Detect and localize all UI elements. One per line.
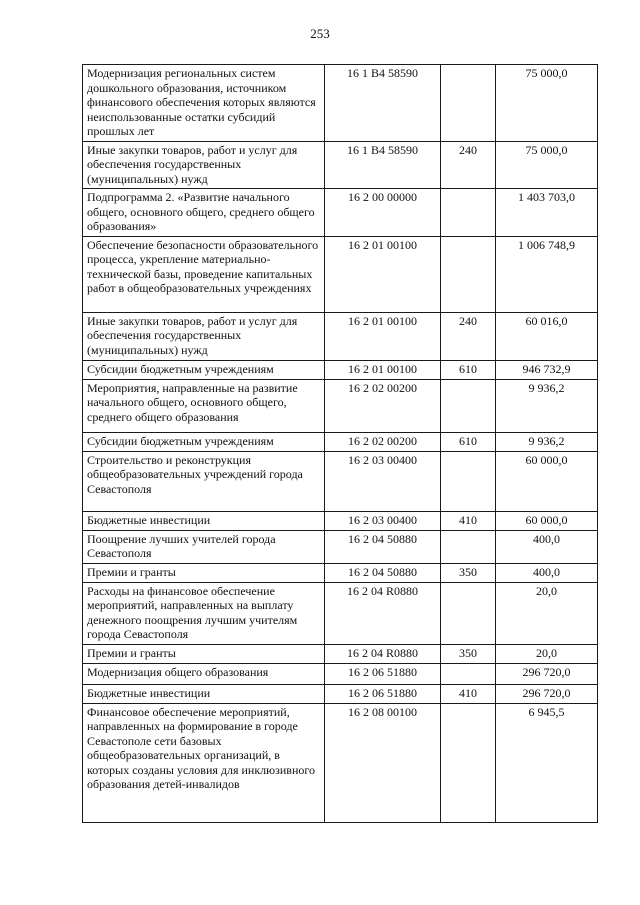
table-row bbox=[83, 684, 598, 703]
row-code-cell: 16 2 01 00100 bbox=[325, 236, 441, 312]
row-type-cell: 410 bbox=[441, 511, 496, 530]
row-amount-cell: 20,0 bbox=[496, 644, 598, 663]
row-type-cell: 610 bbox=[441, 360, 496, 379]
row-amount-cell: 296 720,0 bbox=[496, 684, 598, 703]
row-code-cell: 16 2 08 00100 bbox=[325, 703, 441, 822]
row-name-cell: Субсидии бюджетным учреждениям bbox=[83, 360, 325, 379]
row-amount-cell: 60 000,0 bbox=[496, 511, 598, 530]
row-type-cell bbox=[441, 451, 496, 511]
row-name-cell: Мероприятия, направленные на развитие начального общего, основного общего, среднего общего образования bbox=[83, 379, 325, 432]
page-number: 253 bbox=[310, 26, 330, 41]
row-code-cell: 16 1 B4 58590 bbox=[325, 141, 441, 189]
row-amount-cell: 1 403 703,0 bbox=[496, 189, 598, 237]
row-name-cell: Расходы на финансовое обеспечение мероприятий, направленных на выплату денежного поощрения лучшим учителям города Севастополя bbox=[83, 582, 325, 644]
row-amount-cell: 20,0 bbox=[496, 582, 598, 644]
row-type-cell: 350 bbox=[441, 563, 496, 582]
row-type-cell: 240 bbox=[441, 141, 496, 189]
row-code-cell: 16 2 01 00100 bbox=[325, 360, 441, 379]
row-type-cell bbox=[441, 663, 496, 684]
row-type-cell: 240 bbox=[441, 312, 496, 360]
row-amount-cell: 9 936,2 bbox=[496, 432, 598, 451]
row-name-cell: Иные закупки товаров, работ и услуг для обеспечения государственных (муниципальных) нужд bbox=[83, 141, 325, 189]
row-code-cell: 16 2 00 00000 bbox=[325, 189, 441, 237]
table-row bbox=[83, 236, 598, 312]
row-code-cell: 16 2 06 51880 bbox=[325, 663, 441, 684]
row-name-cell: Бюджетные инвестиции bbox=[83, 684, 325, 703]
table-row bbox=[83, 563, 598, 582]
table-row bbox=[83, 644, 598, 663]
row-type-cell bbox=[441, 530, 496, 563]
table-row bbox=[83, 451, 598, 511]
row-name-cell: Бюджетные инвестиции bbox=[83, 511, 325, 530]
row-amount-cell: 60 000,0 bbox=[496, 451, 598, 511]
row-code-cell: 16 2 03 00400 bbox=[325, 511, 441, 530]
row-name-cell: Подпрограмма 2. «Развитие начального общего, основного общего, среднего общего образования» bbox=[83, 189, 325, 237]
row-type-cell bbox=[441, 189, 496, 237]
row-code-cell: 16 2 02 00200 bbox=[325, 432, 441, 451]
table-row bbox=[83, 582, 598, 644]
row-code-cell: 16 2 06 51880 bbox=[325, 684, 441, 703]
row-type-cell bbox=[441, 236, 496, 312]
row-amount-cell: 75 000,0 bbox=[496, 141, 598, 189]
table-row bbox=[83, 141, 598, 189]
table-row bbox=[83, 379, 598, 432]
row-name-cell: Финансовое обеспечение мероприятий, направленных на формирование в городе Севастополе сети базовых общеобразовательных организаций, в которых созданы условия для инклюзивного образования детей-инвалидов bbox=[83, 703, 325, 822]
row-name-cell: Иные закупки товаров, работ и услуг для обеспечения государственных (муниципальных) нужд bbox=[83, 312, 325, 360]
row-amount-cell: 946 732,9 bbox=[496, 360, 598, 379]
row-name-cell: Субсидии бюджетным учреждениям bbox=[83, 432, 325, 451]
row-amount-cell: 60 016,0 bbox=[496, 312, 598, 360]
row-type-cell: 410 bbox=[441, 684, 496, 703]
table-row bbox=[83, 432, 598, 451]
row-name-cell: Обеспечение безопасности образовательного процесса, укрепление материально-технической базы, проведение капитальных работ в общеобразовательных учреждениях bbox=[83, 236, 325, 312]
row-code-cell: 16 2 04 R0880 bbox=[325, 644, 441, 663]
row-name-cell: Модернизация региональных систем дошкольного образования, источником финансового обеспечения которых являются неиспользованные остатки субсидий прошлых лет bbox=[83, 65, 325, 142]
row-amount-cell: 1 006 748,9 bbox=[496, 236, 598, 312]
row-type-cell: 350 bbox=[441, 644, 496, 663]
row-type-cell bbox=[441, 379, 496, 432]
table-row bbox=[83, 65, 598, 142]
table-row bbox=[83, 360, 598, 379]
table-row bbox=[83, 663, 598, 684]
budget-table-body bbox=[83, 65, 598, 823]
row-code-cell: 16 2 04 R0880 bbox=[325, 582, 441, 644]
row-amount-cell: 400,0 bbox=[496, 530, 598, 563]
row-code-cell: 16 1 B4 58590 bbox=[325, 65, 441, 142]
row-name-cell: Премии и гранты bbox=[83, 644, 325, 663]
budget-table bbox=[82, 64, 598, 823]
table-row bbox=[83, 189, 598, 237]
row-type-cell bbox=[441, 703, 496, 822]
table-row bbox=[83, 530, 598, 563]
row-name-cell: Модернизация общего образования bbox=[83, 663, 325, 684]
row-type-cell: 610 bbox=[441, 432, 496, 451]
row-code-cell: 16 2 04 50880 bbox=[325, 563, 441, 582]
row-amount-cell: 9 936,2 bbox=[496, 379, 598, 432]
row-amount-cell: 75 000,0 bbox=[496, 65, 598, 142]
row-code-cell: 16 2 04 50880 bbox=[325, 530, 441, 563]
row-code-cell: 16 2 02 00200 bbox=[325, 379, 441, 432]
row-code-cell: 16 2 03 00400 bbox=[325, 451, 441, 511]
table-row bbox=[83, 511, 598, 530]
table-row bbox=[83, 312, 598, 360]
row-amount-cell: 296 720,0 bbox=[496, 663, 598, 684]
row-name-cell: Поощрение лучших учителей города Севастополя bbox=[83, 530, 325, 563]
row-name-cell: Премии и гранты bbox=[83, 563, 325, 582]
row-code-cell: 16 2 01 00100 bbox=[325, 312, 441, 360]
row-type-cell bbox=[441, 65, 496, 142]
row-amount-cell: 400,0 bbox=[496, 563, 598, 582]
row-name-cell: Строительство и реконструкция общеобразовательных учреждений города Севастополя bbox=[83, 451, 325, 511]
row-amount-cell: 6 945,5 bbox=[496, 703, 598, 822]
row-type-cell bbox=[441, 582, 496, 644]
table-row bbox=[83, 703, 598, 822]
